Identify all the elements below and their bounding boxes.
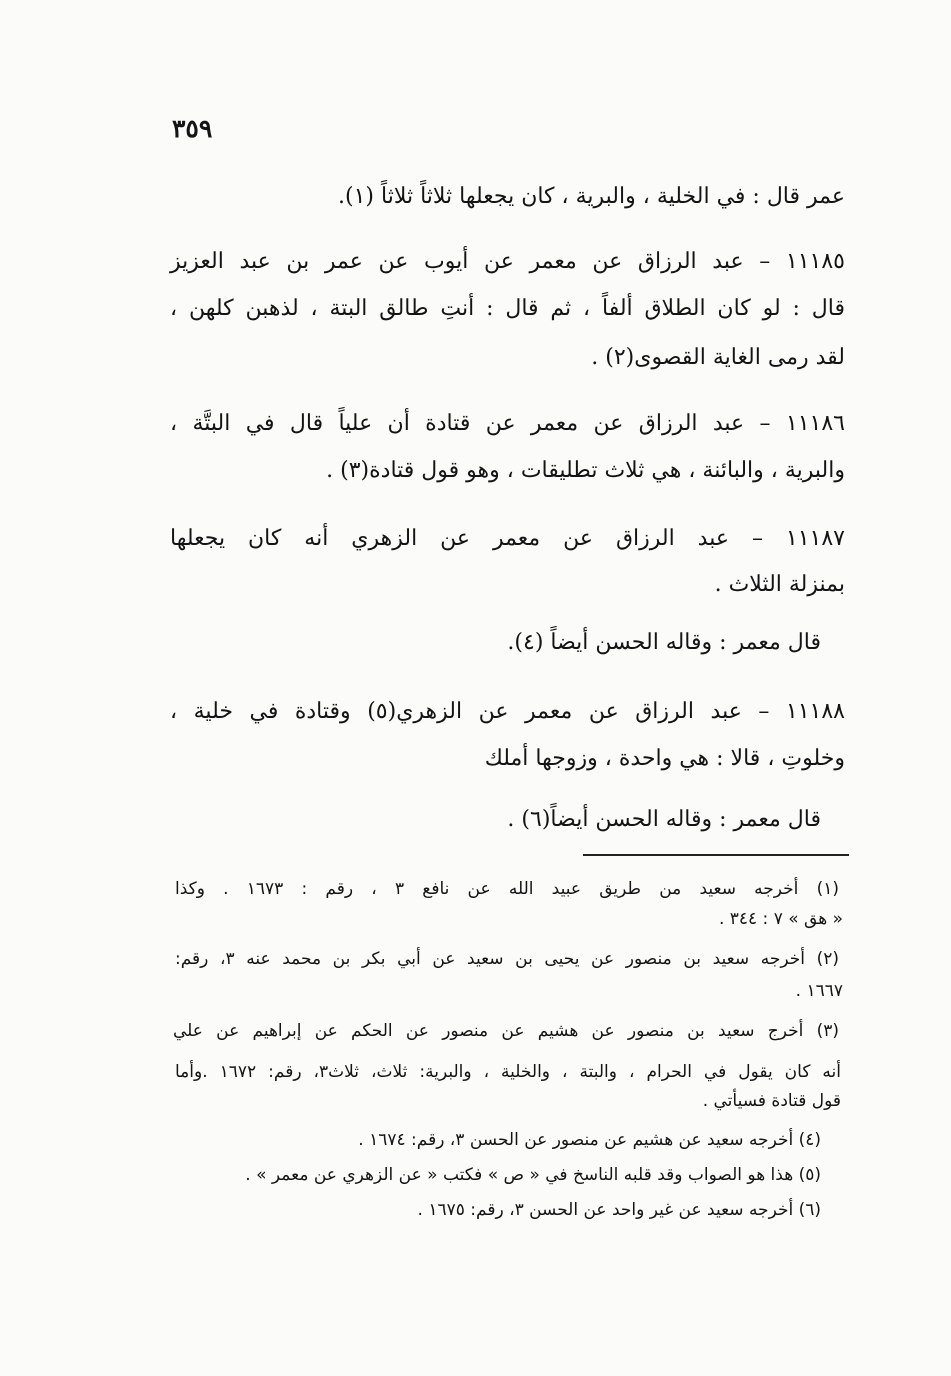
hadith-11185-line-1: ١١١٨٥ – عبد الرزاق عن معمر عن أيوب عن عمر بن عبد العزيز	[170, 249, 845, 274]
footnote-3-line-1: (٣) أخرج سعيد بن منصور عن هشيم عن منصور عن الحكم عن إبراهيم عن علي	[173, 1021, 839, 1041]
hadith-11185-line-3: لقد رمى الغاية القصوى(٢) .	[591, 345, 845, 370]
footnote-divider	[583, 854, 849, 856]
footnote-1-line-1: (١) أخرجه سعيد من طريق عبيد الله عن نافع ٣ ، رقم : ١٦٧٣ . وكذا	[175, 879, 839, 899]
hadith-11186-line-2: والبرية ، والبائنة ، هي ثلاث تطليقات ، وهو قول قتادة(٣) .	[326, 458, 845, 483]
hadith-11187-line-1: ١١١٨٧ – عبد الرزاق عن معمر عن الزهري أنه كان يجعلها	[170, 526, 845, 551]
hadith-11185-line-2: قال : لو كان الطلاق ألفاً ، ثم قال : أنتِ طالق البتة ، لذهبن كلهن ،	[170, 296, 845, 321]
footnote-4: (٤) أخرجه سعيد عن هشيم عن منصور عن الحسن ٣، رقم: ١٦٧٤ .	[358, 1130, 821, 1150]
hadith-11187-note: قال معمر : وقاله الحسن أيضاً (٤).	[507, 630, 821, 655]
page-number: ٣٥٩	[172, 114, 213, 143]
footnote-2-line-1: (٢) أخرجه سعيد بن منصور عن يحيى بن سعيد عن أبي بكر بن محمد عنه ٣، رقم:	[175, 949, 839, 969]
text-line: عمر قال : في الخلية ، والبرية ، كان يجعلها ثلاثاً ثلاثاً (١).	[338, 184, 845, 209]
hadith-11187-line-2: بمنزلة الثلاث .	[714, 572, 845, 597]
footnote-1-line-2: « هق » ٧ : ٣٤٤ .	[718, 909, 843, 929]
footnote-5: (٥) هذا هو الصواب وقد قلبه الناسخ في « ص » فكتب « عن الزهري عن معمر » .	[245, 1165, 821, 1185]
hadith-11186-line-1: ١١١٨٦ – عبد الرزاق عن معمر عن قتادة أن علياً قال في البتَّة ،	[170, 411, 845, 436]
hadith-11188-line-2: وخلوتِ ، قالا : هي واحدة ، وزوجها أملك	[484, 746, 845, 771]
hadith-11188-line-1: ١١١٨٨ – عبد الرزاق عن معمر عن الزهري(٥) وقتادة في خلية ،	[170, 699, 845, 724]
footnote-3-line-2: أنه كان يقول في الحرام ، والبتة ، والخلية ، والبرية: ثلاث، ثلاث٣، رقم: ١٦٧٢ .وأما	[175, 1062, 842, 1082]
footnote-3-line-3: قول قتادة فسيأتي .	[702, 1091, 841, 1111]
footnote-6: (٦) أخرجه سعيد عن غير واحد عن الحسن ٣، رقم: ١٦٧٥ .	[417, 1200, 821, 1220]
hadith-11188-note: قال معمر : وقاله الحسن أيضاً(٦) .	[507, 807, 821, 832]
footnote-2-line-2: ١٦٦٧ .	[795, 981, 843, 1001]
